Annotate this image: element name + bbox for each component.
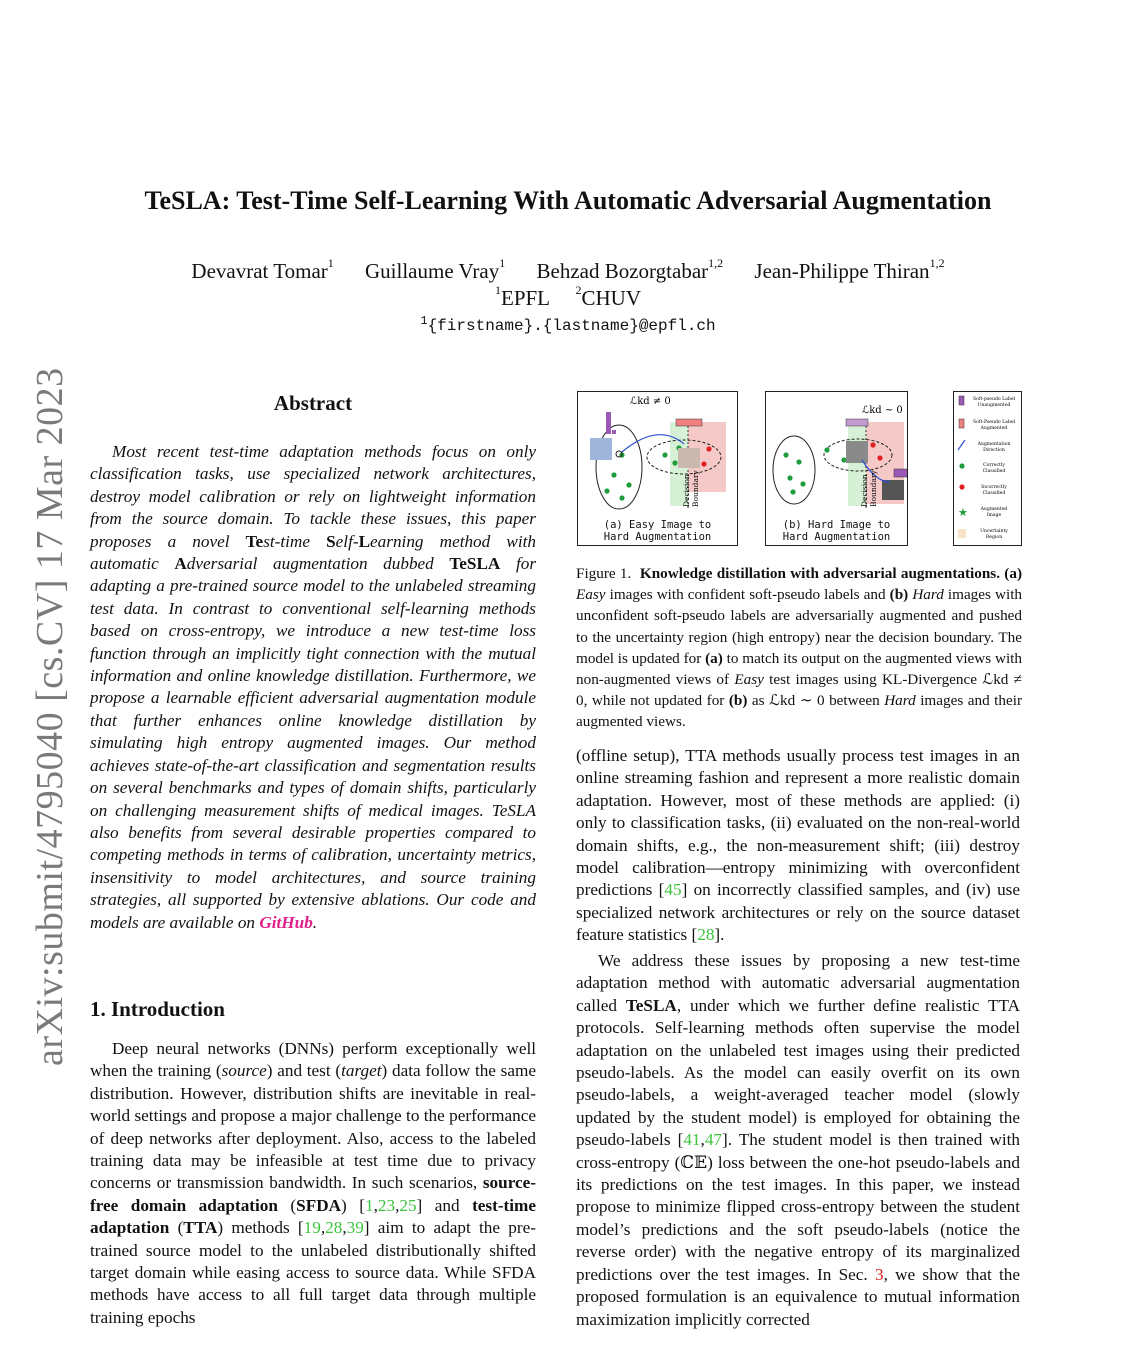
citation-link[interactable]: 1: [364, 1195, 374, 1215]
citation-link[interactable]: 28: [325, 1218, 343, 1238]
figure-panel-a: [577, 391, 738, 546]
svg-text:Augmented: Augmented: [980, 426, 1008, 431]
legend-region-swatch: [958, 529, 966, 538]
class-ellipse: [596, 425, 642, 509]
email: $^1${firstname}.{lastname}@epfl.ch: [420, 314, 716, 335]
boundary-label: Boundary: [869, 470, 878, 507]
github-link[interactable]: GitHub: [259, 912, 313, 932]
svg-text:Classified: Classified: [982, 469, 1006, 474]
svg-text:Augmented: Augmented: [980, 507, 1008, 512]
abstract-body: Most recent test-time adaptation methods focus on only classification tasks, use specialized network architectures, destroy model calibration or rely on lightweight information from the source domain. To tackle these issues, this paper proposes a novel Test-time Self-Learning method with automatic Adversarial augmentation dubbed TeSLA for adapting a pre-trained source model to the unlabeled streaming test data. In contrast to conventional self-learning methods based on cross-entropy, we introduce a new test-time loss function through an implicitly tight connection with the mutual information and online knowledge distillation. Furthermore, we propose a learnable efficient adversarial augmentation module that further enhances online knowledge distillation by simulating high entropy augmented images. Our method achieves state-of-the-art classification and segmentation results on several benchmarks and types of domain shifts, particularly on challenging measurement shifts of medical images. TeSLA also benefits from several desirable properties compared to competing methods in terms of calibration, uncertainty metrics, insensitivity to model architectures, and source training strategies, all supported by extensive ablations. Our code and models are available on GitHub.: [90, 442, 537, 932]
intro-paragraph: Deep neural networks (DNNs) perform exceptionally well when the training (source) and test (target) data follow the same distribution. However, distribution shifts are inevitable in real-world settings and propose a major challenge to the performance of deep networks after deployment. Also, access to the labeled training data may be infeasible at test time due to privacy concerns or transmission bandwidth. In such scenarios, source-free domain adaptation (SFDA) [1,23,25] and test-time adaptation (TTA) methods [19,28,39] aim to adapt the pre-trained source model to the unlabeled distributionally shifted target domain while easing access to source data. While SFDA methods have access to all full target data through multiple training epochs: [90, 1039, 536, 1327]
author: Guillaume Vray$^1$: [365, 256, 506, 283]
loss-label-b: ℒkd ∼ 0: [862, 405, 903, 416]
augmented-image: [678, 448, 700, 468]
svg-text:Soft-pseudo Label: Soft-pseudo Label: [972, 397, 1016, 402]
legend-arrow-icon: [958, 440, 965, 450]
svg-text:Classified: Classified: [982, 491, 1006, 496]
svg-text:Unaugmented: Unaugmented: [977, 403, 1011, 408]
legend-star-icon: ★: [958, 507, 968, 519]
citation-link[interactable]: 23: [377, 1195, 396, 1215]
svg-text:Soft-Pseudo Label: Soft-Pseudo Label: [972, 420, 1016, 425]
svg-text:Image: Image: [986, 513, 1002, 518]
svg-text:Region: Region: [985, 535, 1003, 540]
decision-label: Decision: [682, 474, 691, 507]
figure-legend: [953, 391, 1022, 546]
panel-a-label: (a) Easy Image to Hard Augmentation: [603, 519, 712, 543]
author: Devavrat Tomar$^1$: [191, 256, 334, 283]
legend-swatch-salmon: [959, 419, 964, 428]
citation-link[interactable]: 19: [303, 1218, 321, 1238]
svg-text:Direction: Direction: [983, 448, 1005, 453]
soft-label-bars: [846, 419, 868, 426]
citation-link[interactable]: 25: [399, 1195, 417, 1215]
legend-swatch-purple: [959, 396, 964, 405]
author-list: [0, 256, 1136, 284]
svg-text:Uncertainty: Uncertainty: [980, 529, 1008, 534]
section-heading: 1. Introduction: [90, 997, 225, 1021]
figure-panel-b: [765, 391, 908, 546]
citation-link[interactable]: 47: [704, 1130, 722, 1150]
loss-label-a: ℒkd ≠ 0: [630, 396, 671, 407]
paper-title: TeSLA: Test-Time Self-Learning With Automatic Adversarial Augmentation: [144, 186, 992, 215]
soft-label-bar: [612, 430, 616, 434]
author: Behzad Bozorgtabar$^{1,2}$: [536, 256, 724, 283]
decision-label: Decision: [860, 474, 869, 507]
test-image: [590, 438, 612, 460]
citation-link[interactable]: 41: [683, 1130, 701, 1150]
legend-diagram: [954, 392, 1021, 545]
author: Jean-Philippe Thiran$^{1,2}$: [754, 256, 945, 283]
abstract-heading: Abstract: [273, 391, 353, 415]
arxiv-watermark: arXiv:submit/4795040 [cs.CV] 17 Mar 2023: [29, 367, 71, 1067]
boundary-label: Boundary: [691, 470, 700, 507]
figure-caption: Figure 1. Knowledge distillation with adversarial augmentations. (a) Easy images with confident soft-pseudo labels and (b) Hard images with unconfident soft-pseudo labels are adversarially augmented and pushed to the uncertainty region (high entropy) near the decision boundary. The model is updated for (a) to match its output on the augmented views with non-augmented views of Easy test images using KL-Divergence ℒkd ≠ 0, while not updated for (b) as ℒkd ∼ 0 between Hard images and their augmented views.: [576, 565, 1023, 731]
legend-incorrect-icon: [959, 484, 964, 489]
svg-text:Correctly: Correctly: [983, 463, 1005, 468]
legend-correct-icon: [959, 463, 964, 468]
citation-link[interactable]: 39: [346, 1218, 364, 1238]
soft-label-bar: [606, 412, 611, 434]
panel-b-label: (b) Hard Image to Hard Augmentation: [782, 519, 891, 543]
citation-link[interactable]: 45: [664, 880, 682, 900]
augmented-image: [882, 480, 904, 500]
svg-text:Incorrectly: Incorrectly: [981, 485, 1007, 490]
test-image: [846, 441, 868, 463]
affiliations: $^1$EPFL $^2$CHUV: [495, 283, 641, 310]
section-link[interactable]: 3: [874, 1264, 884, 1284]
right-paragraph-2: We address these issues by proposing a new test-time adaptation method with automatic adversarial augmentation called TeSLA, under which we further define realistic TTA protocols. Self-learning methods often supervise the model adaptation on the unlabeled test images using their predicted pseudo-labels. As the model can easily overfit on its own pseudo-labels, a weight-averaged teacher model (slowly updated by the student model) is employed for obtaining the pseudo-labels [41,47]. The student model is then trained with cross-entropy (ℂ𝔼) loss between the one-hot pseudo-labels and its predictions on the test images. In this paper, we instead propose to minimize flipped cross-entropy between the student model’s predictions and the soft pseudo-labels (notice the reverse order) with the negative entropy of its marginalized predictions over the test images. In Sec. 3, we show that the proposed formulation is an equivalence to mutual information maximization implicitly corrected: [576, 951, 1020, 1329]
svg-text:Augmentation: Augmentation: [977, 442, 1011, 447]
augmented-label-bars: [894, 469, 907, 477]
augmented-label-bars: [676, 419, 702, 426]
citation-link[interactable]: 28: [697, 925, 715, 945]
right-paragraph-1: (offline setup), TTA methods usually process test images in an online streaming fashion and represent a more realistic domain adaptation. However, most of these methods are applied: (i) only to classification tasks, (ii) evaluated on the non-real-world domain shifts, e.g., the non-measurement shift; (iii) destroy model calibration—entropy minimizing with overconfident predictions [45] on incorrectly classified samples, and (iv) use specialized network architectures or rely on the source dataset feature statistics [28].: [576, 746, 1020, 945]
